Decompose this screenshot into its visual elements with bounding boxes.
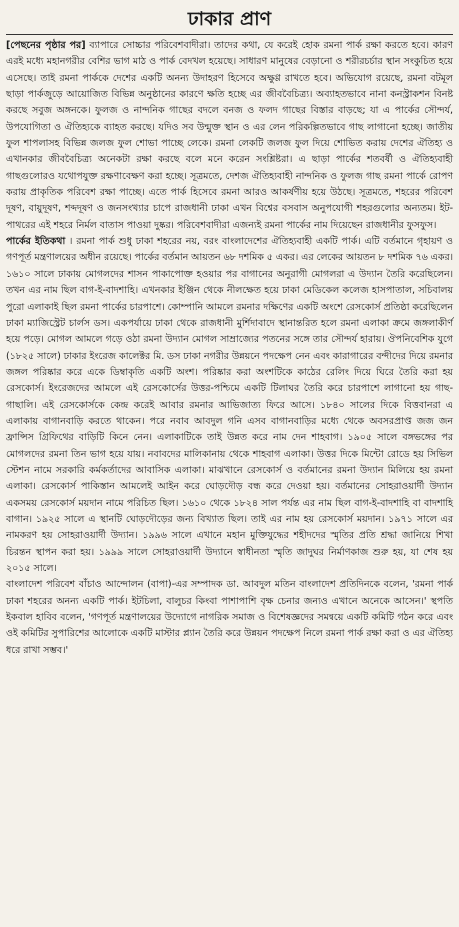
paragraph-intro bbox=[6, 38, 453, 234]
paragraph-intro-text: ব্যাপারে সোচ্চার পরিবেশবাদীরা। তাদের কথা, যে করেই হোক রমনা পার্ক রক্ষা করতে হবে। কারণ এরই মধ্যে মহানগরীর বেশির ভাগ মাঠ ও পার্ক বেদখল হয়েছে। সাধারণ মানুষের বেড়ানো ও শরীরচর্চার স্থান সংকুচিত হয়ে এসেছে। তাই রমনা পার্ককে দেশের একটি অনন্য উদাহরণ হিসেবে অক্ষুণ্ণ রাখতে হবে। অভিযোগ রয়েছে, রমনা বটমূল ছাড়া পার্কজুড়ে আয়োজিত বিভিন্ন অনুষ্ঠানের কারণে ক্ষতি হচ্ছে এর জীববৈচিত্র্য। অব্যাহতভাবে নানা কনস্ট্রাকশন বিনষ্ট করছে সবুজ অঙ্গনকে। ফুলজ ও নান্দনিক গাছের বদলে বনজ ও ফলদ গাছের বিস্তার বাড়ছে; যা এ পার্কের সৌন্দর্য, উপযোগিতা ও ঐতিহ্যকে ব্যাহত করছে। যদিও সব উন্মুক্ত স্থান ও এর লেন পরিকল্পিতভাবে গাছ লাগানো হচ্ছে। জাতীয় ফুল শাপলাসহ বিভিন্ন জলজ ফুল শোভা পাচ্ছে লেকে। রমনা লেকটি জলজ ফুল দিয়ে শোভিত করায় দেশের ঐতিহ্য ও এখানকার জীববৈচিত্র্য অনেকটা রক্ষা করছে বলে মনে করেন সংশ্লিষ্টরা। এ ছাড়া পার্কের শতবর্ষী ও ঐতিহ্যবাহী গাছগুলোরও যথোপযুক্ত রক্ষণাবেক্ষণ করা হচ্ছে। সূত্রমতে, দেশজ ঐতিহ্যবাহী নান্দনিক ও ফুলজ গাছ রমনা পার্কে রোপণ করায় প্রাকৃতিক পরিবেশ রক্ষা পাচ্ছে। এতে পার্ক হিসেবে রমনা আরও আকর্ষণীয় হয়ে উঠছে। সূত্রমতে, শহরের পরিবেশ দূষণ, বায়ুদূষণ, শব্দদূষণ ও জনসংখ্যার চাপে রাজধানী ঢাকা এখন বিশ্বের বসবাস অনুপযোগী শহরগুলোর অন্যতম। ইট-পাথরের এই শহরে নির্মল বাতাস পাওয়া দুষ্কর। পরিবেশবাদীরা এজন্যই রমনা পার্কের নাম দিয়েছেন রাজধানীর ফুসফুস। bbox=[6, 40, 453, 231]
continuation-label: [পেছনের পৃষ্ঠার পর] bbox=[6, 40, 86, 51]
section-heading: পার্কের ইতিকথা bbox=[6, 236, 66, 248]
article-body bbox=[6, 38, 453, 659]
paragraph-quotes: বাংলাদেশ পরিবেশ বাঁচাও আন্দোলন (বাপা)-এর সম্পাদক ডা. আবদুল মতিন বাংলাদেশ প্রতিদিনকে বলেন, 'রমনা পার্ক ঢাকা শহরের অনন্য একটি পার্ক। ইটচিলা, বালুচর কিংবা পাশাপাশি বৃক্ষ চেনার জন্যও এখানে অনেকে আসেন।' স্থপতি ইকবাল হাবিব বলেন, 'গণপূর্ত মন্ত্রণালয়ের উদ্যোগে নাগরিক সমাজ ও বিশেষজ্ঞদের সমন্বয়ে একটি কমিটি গঠন করে এবং ওই কমিটির সুপারিশের আলোকে একটি মাস্টার প্ল্যান তৈরি করে উন্নয়ন পদক্ষেপ নিলে রমনা পার্ক রক্ষা করা ও এর ঐতিহ্য ধরে রাখা সম্ভব।' bbox=[6, 579, 453, 656]
paragraph-history-text: । রমনা পার্ক শুধু ঢাকা শহরের নয়, বরং বাংলাদেশের ঐতিহ্যবাহী একটি পার্ক। এটি বর্তমানে গৃহায়ণ ও গণপূর্ত মন্ত্রণালয়ের অধীন রয়েছে। পার্কের বর্তমান আয়তন ৬৮ দশমিক ৫ একর। এর লেকের আয়তন ৮ দশমিক ৭৬ একর। ১৬১০ সালে ঢাকায় মোগলদের শাসন পাকাপোক্ত হওয়ার পর বাগানের অনুরাগী মোগলরা এ উদ্যান তৈরি করেছিলেন। তখন এর নাম ছিল বাগ-ই-বাদশাহি। এখনকার ইঞ্জিন থেকে নীলক্ষেত হয়ে ঢাকা মেডিকেল কলেজ হাসপাতাল, সচিবালয় পুরো এলাকাই ছিল রমনা পার্কের চারপাশে। কোম্পানি আমলে রমনার দক্ষিণের একটি অংশে রেসকোর্স প্রতিষ্ঠা করেছিলেন ঢাকা ম্যাজিস্ট্রেট চার্লস ডস। একপর্যায়ে ঢাকা থেকে রাজধানী মুর্শিদাবাদে স্থানান্তরিত হলে রমনা এলাকা ক্রমে জঙ্গলাকীর্ণ হয়ে পড়ে। মোগল আমলে গড়ে ওঠা রমনা উদ্যান মোগল সাম্রাজ্যের পতনের সঙ্গে তার সৌন্দর্য হারায়। ঔপনিবেশিক যুগে (১৮২৫ সালে) ঢাকার ইংরেজ কালেক্টর মি. ডস ঢাকা নগরীর উন্নয়নে পদক্ষেপ নেন এবং কারাগারের বন্দীদের দিয়ে রমনার জঙ্গল পরিষ্কার করে একে ডিম্বাকৃতি একটি অংশ। পরিষ্কার করা অংশটিকে কাঠের রেলিং দিয়ে ঘিরে তৈরি করা হয় রেসকোর্স। ইংরেজদের আমলে এই রেসকোর্সের উত্তর-পশ্চিমে একটি টিলাঘর তৈরি করে চারপাশে লাগানো হয় গাছ-গাছালি। এই রেসকোর্সকে কেন্দ্র করেই আবার রমনার আভিজাত্য ফিরে আসে। ১৮৪০ সালের দিকে বিত্তবানরা এ এলাকায় বাগানবাড়ি করতে থাকেন। পরে নবাব আবদুল গনি এসব বাগানবাড়ির মধ্যে থেকে অবসরপ্রাপ্ত জজ জন ফ্রান্সিস গ্রিফিথের বাড়িটি কিনে নেন। এলাকাটিকে তাই উন্নত করে নাম দেন শাহবাগ। ১৯০৫ সালে বঙ্গভঙ্গের পর মোগলদের রমনা তিন ভাগ হয়ে যায়। নবাবদের মালিকানায় থেকে শাহবাগ এলাকা। উত্তর দিকে মিন্টো রোডে হয় সিভিল স্টেশন নামে সরকারি কর্মকর্তাদের আবাসিক এলাকা। মাঝখানে রেসকোর্স ও বর্তমানের রমনা উদ্যান মিলিয়ে হয় রমনা এলাকা। রেসকোর্স পাকিস্তান আমলেই আইন করে ঘোড়দৌড় বন্ধ করে দেওয়া হয়। বর্তমানের সোহরাওয়ার্দী উদ্যান একসময় রেসকোর্স ময়দান নামে পরিচিত ছিল। ১৬১০ থেকে ১৮২৪ সাল পর্যন্ত এর নাম ছিল বাগ-ই-বাদশাহি বা বাদশাহি বাগান। ১৯২৫ সালে এ স্থানটি ঘোড়দৌড়ের জন্য বিখ্যাত ছিল। তাই এর নাম হয় রেসকোর্স ময়দান। ১৯৭১ সালে এর নামকরণ হয় সোহরাওয়ার্দী উদ্যান। ১৯৯৬ সালে এখানে মহান মুক্তিযুদ্ধের শহীদদের স্মৃতির প্রতি শ্রদ্ধা জানিয়ে শিখা চিরন্তন স্থাপন করা হয়। ১৯৯৯ সালে সোহরাওয়ার্দী উদ্যানে স্বাধীনতা স্মৃতি জাদুঘর নির্মাণকাজ শুরু হয়, যা শেষ হয় ২০১৫ সালে। bbox=[6, 236, 454, 574]
paragraph-history bbox=[6, 234, 453, 577]
article-title: ঢাকার প্রাণ bbox=[6, 4, 453, 35]
